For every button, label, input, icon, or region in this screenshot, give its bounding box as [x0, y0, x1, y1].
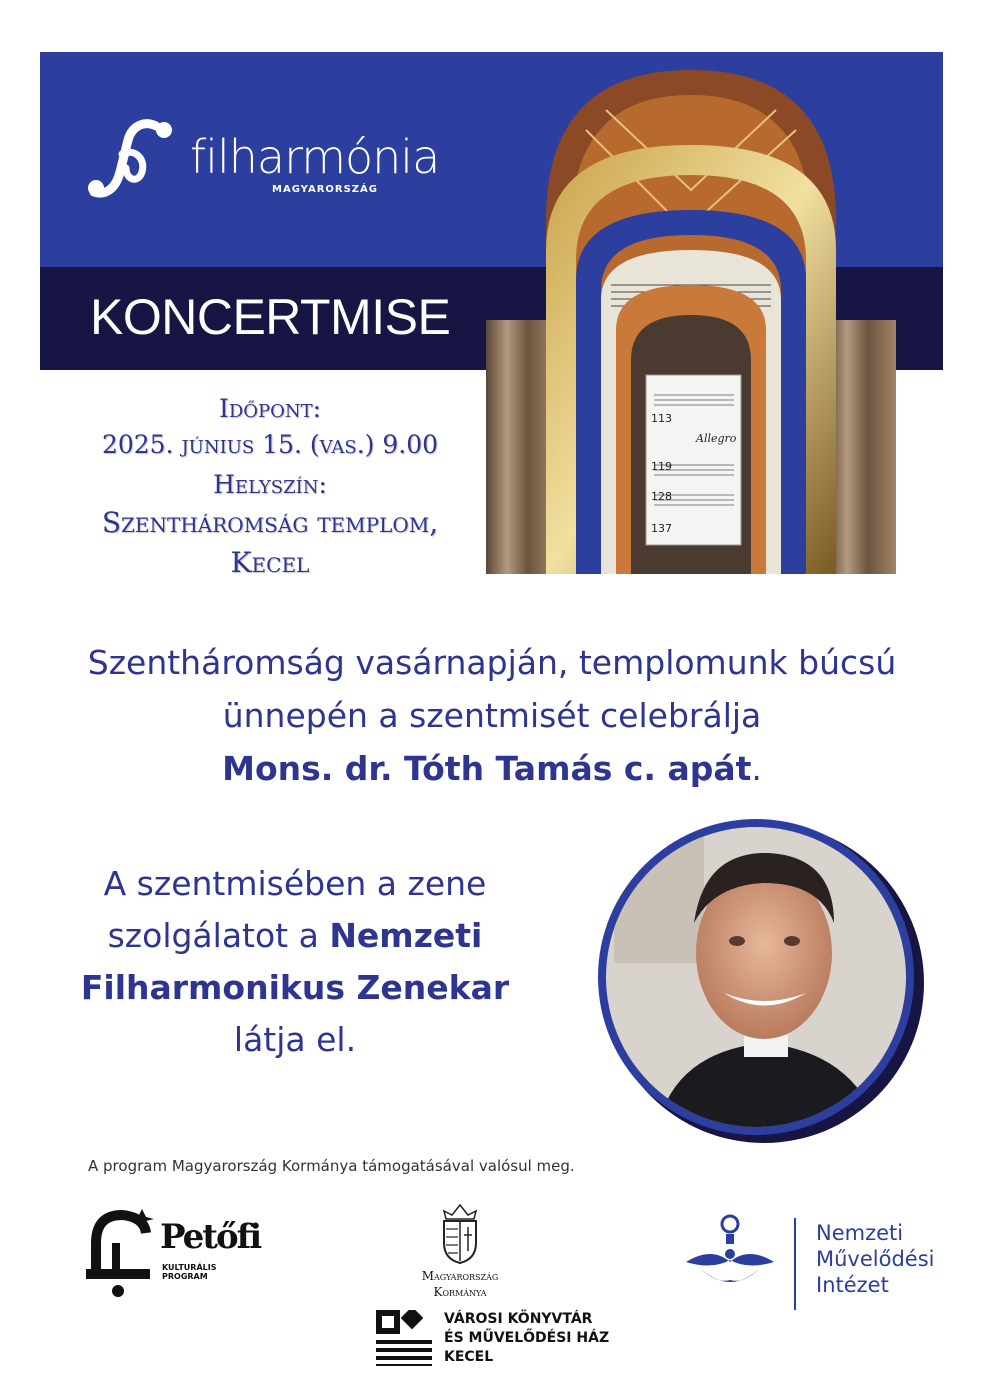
sheet-number-3: 128	[651, 490, 672, 503]
nmi-line-3: Intézet	[816, 1273, 889, 1297]
music-line-4: látja el.	[233, 1020, 357, 1059]
music-line-2-text: szolgálatot a	[107, 916, 330, 955]
page-title: KONCERTMISE	[90, 289, 451, 345]
music-line-2	[60, 910, 530, 962]
celebrant-line	[40, 742, 944, 795]
library-line-2: ÉS MŰVELŐDÉSI HÁZ	[444, 1330, 610, 1346]
hungarian-government-logo	[400, 1203, 520, 1303]
petofi-name: Petőfi	[160, 1217, 261, 1257]
library-line-1: VÁROSI KÖNYVTÁR	[444, 1311, 593, 1327]
announcement-line-1: Szentháromság vasárnapján, templomunk búcsú	[87, 643, 897, 682]
petofi-subtitle: KULTURÁLIS PROGRAM	[162, 1263, 217, 1281]
nmi-line-2: Művelődési	[816, 1247, 935, 1271]
event-datetime: 2025. június 15. (vas.) 9.00	[101, 430, 439, 459]
library-line-3: KECEL	[444, 1349, 494, 1365]
announcement-line-2: ünnepén a szentmisét celebrálja	[222, 696, 762, 735]
orchestra-name-part1: Nemzeti	[329, 916, 483, 955]
petofi-bell-icon	[86, 1203, 156, 1299]
sheet-number-1: 113	[651, 412, 672, 425]
sheet-number-4: 137	[651, 522, 672, 535]
petofi-program-logo	[86, 1203, 261, 1299]
celebrant-period: .	[751, 749, 762, 788]
hungarian-coat-of-arms-icon	[440, 1203, 480, 1265]
nmi-divider	[794, 1218, 796, 1310]
event-town: Kecel	[230, 546, 310, 579]
nmi-line-1: Nemzeti	[816, 1221, 904, 1245]
nmi-folk-ornament-icon	[682, 1210, 778, 1296]
church-organ-artwork	[486, 70, 896, 574]
government-line-1: Magyarország	[421, 1269, 499, 1283]
time-label: Időpont:	[218, 394, 322, 423]
celebrant-name: Mons. dr. Tóth Tamás c. apát	[222, 749, 752, 788]
sheet-number-2: 119	[651, 460, 672, 473]
nmi-logo	[682, 1210, 935, 1310]
support-statement: A program Magyarország Kormánya támogatásával valósul meg.	[88, 1157, 575, 1175]
music-line-1: A szentmisében a zene	[103, 864, 487, 903]
music-line-3	[60, 962, 530, 1014]
sheet-tempo-label: Allegro	[696, 432, 737, 445]
filharmonia-f-icon	[86, 118, 180, 200]
nmi-name	[816, 1220, 934, 1298]
music-announcement	[60, 858, 530, 1066]
filharmonia-wordmark: filharmónia	[190, 130, 440, 184]
library-name	[444, 1310, 609, 1367]
place-label: Helyszín:	[213, 470, 327, 499]
celebrant-portrait	[594, 813, 924, 1147]
filharmonia-subtitle: MAGYARORSZÁG	[272, 184, 379, 195]
library-book-icon	[376, 1310, 432, 1366]
orchestra-name-part2: Filharmonikus Zenekar	[80, 968, 510, 1007]
event-venue: Szentháromság templom,	[101, 506, 439, 539]
main-announcement	[40, 636, 944, 795]
government-line-2: Kormánya	[433, 1285, 487, 1299]
library-logo	[376, 1308, 626, 1370]
